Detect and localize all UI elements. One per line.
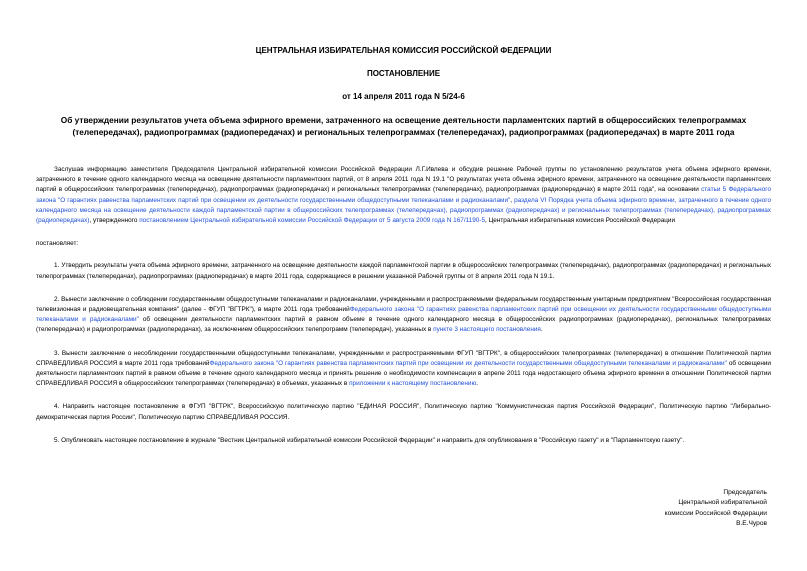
- item-4: 4. Направить настоящее постановление в ФГУП "ВГТРК", Всероссийскую политическую партию "ЕДИНАЯ РОССИЯ", Политическую партию "Коммунистическая партия Российской Федерации", Политическую партию "Либерально-демократическая партия России", Политическую партию СПРАВЕДЛИВАЯ РОССИЯ.: [36, 403, 771, 421]
- document-title: Об утверждении результатов учета объема эфирного времени, затраченного на освещение деятельности парламентских партий в общероссийских телепрограммах (телепередачах), радиопрограммах (радиопередачах) и региональных телепрограммах (телепередачах), радиопрограммах (радиопередачах) в марте 2011 года: [60, 115, 747, 137]
- item-2-point-3-link[interactable]: пункте 3 настоящего постановления: [433, 326, 541, 334]
- preamble-text-3: , утвержденного: [89, 217, 140, 225]
- item-2-text-a: 2. Вынести заключение о соблюдении государственными общедоступными телеканалами и радиоканалами, учрежденными и распространяемыми федеральным государственным унитарным предприятием "Всероссийская государственная телевизионная и радиовещательная компания" (далее - ФГУП "ВГТРК"), в марте 2011 года требований: [36, 295, 771, 314]
- item-2: [36, 295, 771, 336]
- signature-name: В.Е.Чуров: [736, 519, 767, 527]
- preamble-text-4: , Центральная избирательная комиссия Российской Федерации: [485, 217, 676, 225]
- item-3-text-c: .: [476, 380, 479, 388]
- item-5: 5. Опубликовать настоящее постановление в журнале "Вестник Центральной избирательной комиссии Российской Федерации" и направить для опубликования в "Российскую газету" и в "Парламентскую газету".: [54, 436, 685, 444]
- date-number-heading: от 14 апреля 2011 года N 5/24-6: [342, 92, 465, 101]
- procedure-section-link[interactable]: раздела VI Порядка учета объема эфирного времени, затраченного в течение одного календарного месяца на освещение деятельности каждой парламентской партии в общероссийских телепрограммах (телепередачах), радиопрограммах (радиопередачах) и региональных телепрограммах (телепередачах), радиопрограммах (радиопередачах): [36, 196, 772, 225]
- item-3-appendix-link[interactable]: приложении к настоящему постановлению: [349, 380, 477, 388]
- item-3-text-b: об освещении деятельности парламентских партий в равном объеме в течение одного календарного месяца и принять решение о необходимости компенсации в апреле 2011 года недостающего объема эфирного времени в отношении Политической партии СПРАВЕДЛИВАЯ РОССИЯ в общероссийских телепрограммах (телепередачах) в объемах, указанных в: [36, 359, 771, 388]
- signature-org-1: Центральной избирательной: [678, 499, 767, 507]
- resolves-line: постановляет:: [36, 240, 79, 248]
- law-article-5-link[interactable]: статьи 5 Федерального закона "О гарантиях равенства парламентских партий при освещении их деятельности государственными общедоступными телеканалами и радиоканалами": [36, 186, 771, 204]
- signature-org-2: комиссии Российской Федерации: [664, 509, 767, 517]
- org-heading: ЦЕНТРАЛЬНАЯ ИЗБИРАТЕЛЬНАЯ КОМИССИЯ РОССИЙСКОЙ ФЕДЕРАЦИИ: [255, 46, 552, 55]
- document-body: [36, 165, 771, 459]
- item-3: [36, 349, 771, 390]
- item-2-text-c: .: [540, 326, 543, 334]
- item-1: 1. Утвердить результаты учета объема эфирного времени, затраченного на освещение деятельности каждой парламентской партии в общероссийских телепрограммах (телепередачах), радиопрограммах (радиопередачах) и региональных телепрограммах (телепередачах), радиопрограммах (радиопередачах) в марте 2011 года, содержащиеся в решении указанной Рабочей группы от 8 апреля 2011 года N 19.1.: [36, 262, 771, 280]
- item-3-law-link[interactable]: Федерального закона "О гарантиях равенства парламентских партий при освещении их деятельности государственными общедоступными телеканалами и радиоканалами": [209, 359, 727, 367]
- item-2-text-b: об освещении деятельности парламентских партий в равном объеме в течение одного календарного месяца в общероссийских радиопрограммах (радиопередачах), региональных телепрограммах (телепередачах) и радиопрограммах (радиопередачах), за исключением общероссийских телепрограмм (телепередач), указанных в: [36, 316, 771, 334]
- item-3-text-a: 3. Вынести заключение о несоблюдении государственными общедоступными телеканалами, учрежденными и распространяемыми ФГУП "ВГТРК", в общероссийских телепрограммах (телепередачах) в отношении Политической партии СПРАВЕДЛИВАЯ РОССИЯ в марте 2011 года требований: [36, 349, 771, 367]
- signature-position: Председатель: [723, 489, 767, 496]
- doc-type-heading: ПОСТАНОВЛЕНИЕ: [366, 69, 441, 78]
- item-2-law-link[interactable]: Федерального закона "О гарантиях равенства парламентских партий при освещении их деятельности государственными общедоступными телеканалами и радиоканалами": [36, 306, 771, 324]
- preamble-text-1: Заслушав информацию заместителя Председателя Центральной избирательной комиссии Российской Федерации Л.Г.Ивлева и обсудив решение Рабочей группы по установлению результатов учета объема эфирного времени, затраченного в течение одного календарного месяца на освещение деятельности парламентских партий, от 8 апреля 2011 года N 19.1 "О результатах учета объема эфирного времени, затраченного на освещение деятельности парламентских партий в общероссийских телепрограммах (телепередачах), радиопрограммах (радиопередачах) и региональных телепрограммах (телепередачах), радиопрограммах (радиопередачах) в марте 2011 года", на основании: [36, 166, 771, 194]
- preamble-paragraph: [36, 165, 771, 226]
- signature-block: [665, 488, 767, 529]
- cec-resolution-link[interactable]: постановлением Центральной избирательной комиссии Российской Федерации от 5 августа 2009 года N 167/1190-5: [139, 217, 486, 225]
- preamble-text-2: ,: [510, 196, 515, 204]
